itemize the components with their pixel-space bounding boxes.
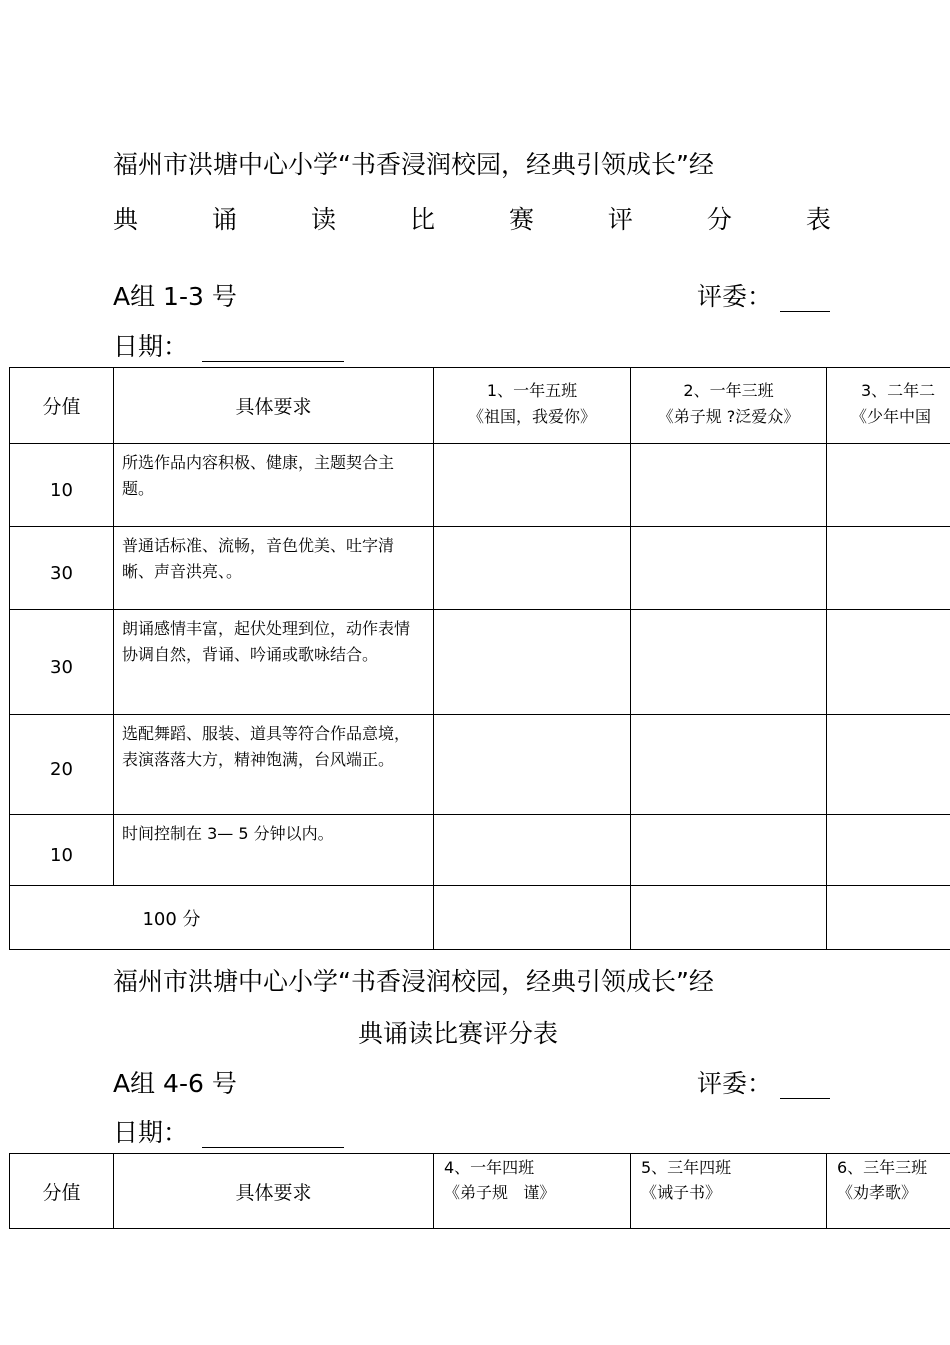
score-column-header: 分值 (10, 368, 114, 444)
entry-class: 6、三年三班 (837, 1158, 928, 1177)
entry-class: 2、一年三班 (683, 381, 774, 400)
sheet2-judge-field (697, 1064, 830, 1100)
score-cell[interactable] (434, 715, 631, 815)
judge-blank[interactable] (780, 282, 830, 312)
score-cell[interactable] (631, 527, 827, 610)
score-cell[interactable] (434, 527, 631, 610)
entry-piece: 《弟子规 ?泛爱众》 (657, 407, 800, 426)
requirement-column-header: 具体要求 (114, 368, 434, 444)
score-cell[interactable] (827, 444, 950, 527)
requirement-text: 选配舞蹈、服装、道具等符合作品意境，表演落落大方，精神饱满，台风端正。 (114, 715, 434, 815)
sheet1-score-table (9, 367, 950, 950)
entry-piece: 《弟子规 谨》 (444, 1183, 556, 1202)
title-char: 评 (607, 205, 633, 234)
score-cell[interactable] (827, 610, 950, 715)
table-header-row (10, 1154, 950, 1229)
entry-header (434, 368, 631, 444)
table-row (10, 444, 950, 527)
title-char: 典 (113, 205, 139, 234)
judge-blank[interactable] (780, 1069, 830, 1099)
title-char: 表 (805, 205, 831, 234)
score-value: 30 (10, 610, 114, 715)
title-char: 赛 (508, 205, 534, 234)
sheet2-score-table (9, 1153, 950, 1229)
date-label: 日期： (113, 332, 189, 361)
entry-piece: 《诫子书》 (641, 1183, 722, 1202)
date-label: 日期： (113, 1118, 189, 1147)
sheet1-judge-field (697, 277, 830, 313)
score-cell[interactable] (827, 815, 950, 886)
sheet1-group-label: A组 1-3 号 (113, 282, 237, 311)
date-blank[interactable] (202, 1118, 344, 1148)
entry-class: 1、一年五班 (486, 381, 578, 400)
table-row (10, 527, 950, 610)
sheet2-group-label: A组 4-6 号 (113, 1069, 237, 1098)
entry-class: 3、二年二 (861, 381, 936, 400)
sheet2-title-line2: 典诵读比赛评分表 (358, 1019, 559, 1048)
entry-header (631, 368, 827, 444)
requirement-text: 所选作品内容积极、健康，主题契合主题。 (114, 444, 434, 527)
sheet1-title-line2 (113, 200, 831, 236)
table-row (10, 815, 950, 886)
score-value: 20 (10, 715, 114, 815)
score-cell[interactable] (434, 444, 631, 527)
judge-label: 评委： (697, 1069, 773, 1098)
sheet2-title-line1: 福州市洪塘中心小学“书香浸润校园，经典引领成长”经 (113, 967, 714, 996)
total-row (10, 886, 950, 950)
score-cell[interactable] (434, 815, 631, 886)
score-cell[interactable] (631, 610, 827, 715)
entry-header (827, 368, 950, 444)
total-cell[interactable] (631, 886, 827, 950)
table-row (10, 715, 950, 815)
entry-class: 5、三年四班 (641, 1158, 732, 1177)
table-header-row (10, 368, 950, 444)
requirement-text: 普通话标准、流畅，音色优美、吐字清晰、声音洪亮、。 (114, 527, 434, 610)
total-cell[interactable] (434, 886, 631, 950)
total-cell[interactable] (827, 886, 950, 950)
entry-piece: 《少年中国 (851, 407, 932, 426)
entry-piece: 《祖国，我爱你》 (467, 407, 596, 426)
total-score: 100 分 (10, 886, 434, 950)
score-cell[interactable] (827, 715, 950, 815)
requirement-column-header: 具体要求 (114, 1154, 434, 1229)
sheet1-date-field (113, 327, 344, 363)
title-char: 比 (409, 205, 435, 234)
score-column-header: 分值 (10, 1154, 114, 1229)
entry-header (434, 1154, 631, 1229)
score-cell[interactable] (827, 527, 950, 610)
score-cell[interactable] (631, 815, 827, 886)
sheet2-date-field (113, 1113, 344, 1149)
score-cell[interactable] (434, 610, 631, 715)
requirement-text: 时间控制在 3— 5 分钟以内。 (114, 815, 434, 886)
entry-class: 4、一年四班 (444, 1158, 535, 1177)
score-value: 10 (10, 444, 114, 527)
requirement-text: 朗诵感情丰富，起伏处理到位，动作表情协调自然，背诵、吟诵或歌咏结合。 (114, 610, 434, 715)
entry-header (631, 1154, 827, 1229)
title-char: 读 (310, 205, 336, 234)
entry-piece: 《劝孝歌》 (837, 1183, 918, 1202)
judge-label: 评委： (697, 282, 773, 311)
score-cell[interactable] (631, 715, 827, 815)
score-value: 30 (10, 527, 114, 610)
entry-header (827, 1154, 950, 1229)
date-blank[interactable] (202, 332, 344, 362)
sheet1-title-line1: 福州市洪塘中心小学“书香浸润校园，经典引领成长”经 (113, 150, 714, 179)
table-row (10, 610, 950, 715)
title-char: 诵 (211, 205, 237, 234)
score-value: 10 (10, 815, 114, 886)
score-cell[interactable] (631, 444, 827, 527)
title-char: 分 (706, 205, 732, 234)
